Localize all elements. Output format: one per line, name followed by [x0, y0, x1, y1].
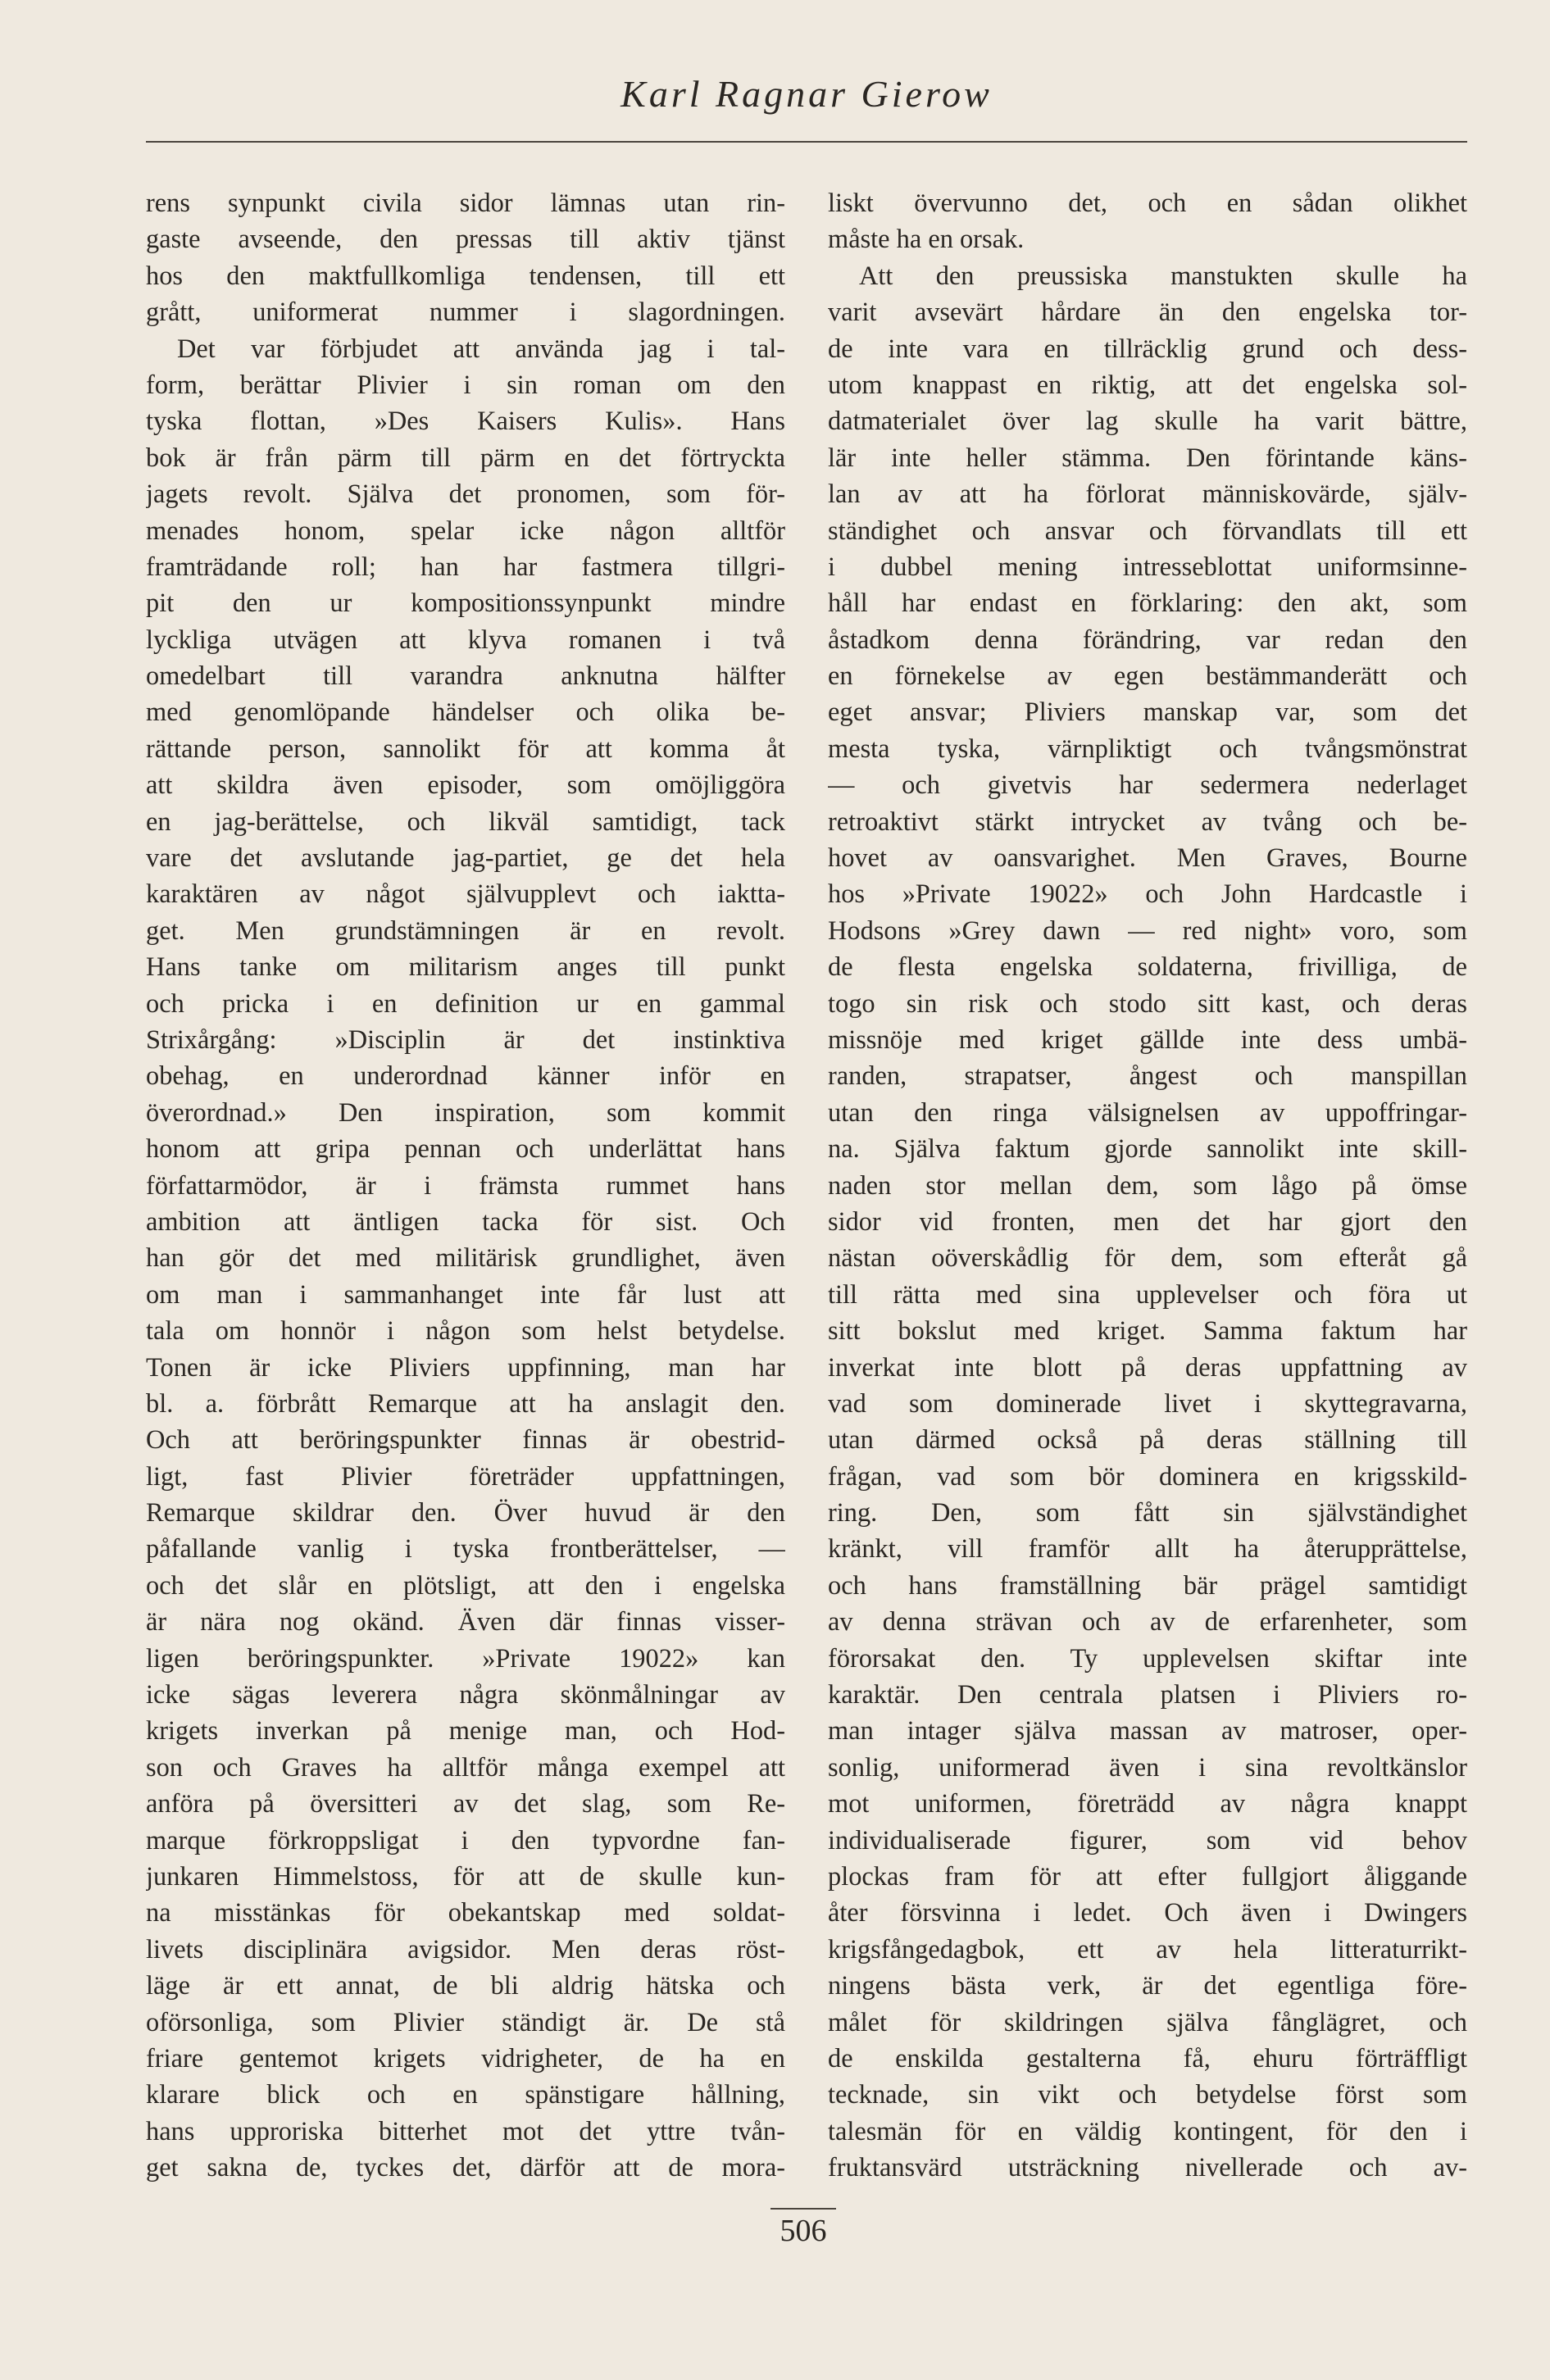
right-column [828, 185, 1467, 2186]
text-line: — och givetvis har sedermera nederlaget [828, 770, 1467, 801]
text-line: tala om honnör i någon som helst betydelse. [146, 1316, 785, 1347]
text-line: retroaktivt stärkt intrycket av tvång och be- [828, 806, 1467, 837]
text-line: framträdande roll; han har fastmera tillgri- [146, 552, 785, 582]
text-line: med genomlöpande händelser och olika be- [146, 697, 785, 728]
text-line: han gör det med militärisk grundlighet, även [146, 1243, 785, 1274]
text-line: Remarque skildrar den. Över huvud är den [146, 1498, 785, 1528]
text-line: Och att beröringspunkter finnas är obestrid- [146, 1425, 785, 1456]
text-line: plockas fram för att efter fullgjort åliggande [828, 1861, 1467, 1892]
text-line: omedelbart till varandra anknutna hälfter [146, 661, 785, 692]
text-line: de inte vara en tillräcklig grund och dess- [828, 334, 1467, 364]
text-line: na. Själva faktum gjorde sannolikt inte skill- [828, 1134, 1467, 1165]
text-line: son och Graves ha alltför många exempel att [146, 1752, 785, 1783]
text-line: hovet av oansvarighet. Men Graves, Bourne [828, 843, 1467, 874]
text-line: Hodsons »Grey dawn — red night» voro, som [828, 915, 1467, 946]
text-line: icke sägas leverera några skönmålningar av [146, 1680, 785, 1710]
text-line: är nära nog okänd. Även där finnas visser- [146, 1607, 785, 1637]
text-line: åter försvinna i ledet. Och även i Dwingers [828, 1898, 1467, 1928]
text-line: de enskilda gestalterna få, ehuru förträffligt [828, 2043, 1467, 2073]
text-line: ligt, fast Plivier företräder uppfattningen, [146, 1461, 785, 1492]
text-line: jagets revolt. Själva det pronomen, som för- [146, 479, 785, 510]
text-line: ständighet och ansvar och förvandlats till ett [828, 516, 1467, 546]
text-line: pit den ur kompositionssynpunkt mindre [146, 588, 785, 619]
running-header: Karl Ragnar Gierow [620, 73, 993, 115]
text-line: varit avsevärt hårdare än den engelska tor- [828, 298, 1467, 328]
text-line: na misstänkas för obekantskap med soldat- [146, 1898, 785, 1928]
text-line: tecknade, sin vikt och betydelse först som [828, 2080, 1467, 2110]
text-line: tyska flottan, »Des Kaisers Kulis». Hans [146, 407, 785, 437]
text-line: togo sin risk och stodo sitt kast, och deras [828, 988, 1467, 1019]
text-line: naden stor mellan dem, som lågo på ömse [828, 1170, 1467, 1201]
text-line: anföra på översitteri av det slag, som Re- [146, 1789, 785, 1819]
text-line: en förnekelse av egen bestämmanderätt och [828, 661, 1467, 692]
text-line: randen, strapatser, ångest och manspillan [828, 1061, 1467, 1092]
text-line: överordnad.» Den inspiration, som kommit [146, 1097, 785, 1128]
text-line: friare gentemot krigets vidrigheter, de ha en [146, 2043, 785, 2073]
text-line: ningens bästa verk, är det egentliga före- [828, 1971, 1467, 2001]
text-line: liskt övervunno det, och en sådan olikhet [828, 188, 1467, 218]
text-line: lan av att ha förlorat människovärde, själv- [828, 479, 1467, 510]
text-line: att skildra även episoder, som omöjliggöra [146, 770, 785, 801]
text-line: bok är från pärm till pärm en det förtryckta [146, 443, 785, 473]
text-line: livets disciplinära avigsidor. Men deras röst- [146, 1934, 785, 1964]
text-line: håll har endast en förklaring: den akt, som [828, 588, 1467, 619]
text-line: menades honom, spelar icke någon alltför [146, 516, 785, 546]
text-line: honom att gripa pennan och underlättat hans [146, 1134, 785, 1165]
text-line: klarare blick och en spänstigare hållning, [146, 2080, 785, 2110]
text-line: författarmödor, är i främsta rummet hans [146, 1170, 785, 1201]
text-line: karaktär. Den centrala platsen i Pliviers ro- [828, 1680, 1467, 1710]
text-line: åstadkom denna förändring, var redan den [828, 625, 1467, 655]
text-line: sidor vid fronten, men det har gjort den [828, 1206, 1467, 1237]
text-line: sonlig, uniformerad även i sina revoltkänslor [828, 1752, 1467, 1783]
text-line: påfallande vanlig i tyska frontberättelser, — [146, 1534, 785, 1565]
text-line: man intager själva massan av matroser, oper- [828, 1716, 1467, 1746]
text-line: måste ha en orsak. [828, 225, 1025, 255]
text-line: frågan, vad som bör dominera en krigsskild- [828, 1461, 1467, 1492]
text-line: och pricka i en definition ur en gammal [146, 988, 785, 1019]
text-line: individualiserade figurer, som vid behov [828, 1825, 1467, 1855]
text-line: junkaren Himmelstoss, för att de skulle kun- [146, 1861, 785, 1892]
text-line: rens synpunkt civila sidor lämnas utan rin- [146, 188, 785, 218]
text-line: grått, uniformerat nummer i slagordningen. [146, 298, 785, 328]
text-line: krigets inverkan på menige man, och Hod- [146, 1716, 785, 1746]
header-rule [146, 141, 1467, 143]
text-line: Det var förbjudet att använda jag i tal- [177, 334, 785, 364]
text-line: bl. a. förbrått Remarque att ha anslagit den. [146, 1388, 785, 1419]
text-line: eget ansvar; Pliviers manskap var, som det [828, 697, 1467, 728]
text-line: och det slår en plötsligt, att den i engelska [146, 1570, 785, 1601]
text-line: oförsonliga, som Plivier ständigt är. De stå [146, 2007, 785, 2037]
text-line: de flesta engelska soldaterna, frivilliga, de [828, 952, 1467, 983]
text-line: ring. Den, som fått sin självständighet [828, 1498, 1467, 1528]
text-line: sitt bokslut med kriget. Samma faktum har [828, 1316, 1467, 1347]
text-line: krigsfångedagbok, ett av hela litteraturrikt- [828, 1934, 1467, 1964]
text-line: av denna strävan och av de erfarenheter, som [828, 1607, 1467, 1637]
text-line: läge är ett annat, de bli aldrig hätska och [146, 1971, 785, 2001]
text-line: lyckliga utvägen att klyva romanen i två [146, 625, 785, 655]
text-line: ligen beröringspunkter. »Private 19022» kan [146, 1643, 785, 1674]
text-line: nästan oöverskådlig för dem, som efteråt gå [828, 1243, 1467, 1274]
text-line: i dubbel mening intresseblottat uniformsinne- [828, 552, 1467, 582]
text-line: form, berättar Plivier i sin roman om den [146, 370, 785, 400]
text-line: utan därmed också på deras ställning till [828, 1425, 1467, 1456]
text-line: rättande person, sannolikt för att komma åt [146, 734, 785, 764]
text-line: missnöje med kriget gällde inte dess umbä- [828, 1024, 1467, 1055]
text-line: förorsakat den. Ty upplevelsen skiftar inte [828, 1643, 1467, 1674]
text-line: Att den preussiska manstukten skulle ha [859, 261, 1467, 291]
text-line: om man i sammanhanget inte får lust att [146, 1279, 785, 1310]
text-line: get. Men grundstämningen är en revolt. [146, 915, 785, 946]
page-number: 506 [780, 2214, 827, 2248]
text-line: Strixårgång: »Disciplin är det instinktiva [146, 1024, 785, 1055]
text-line: datmaterialet över lag skulle ha varit bättre, [828, 407, 1467, 437]
text-line: gaste avseende, den pressas till aktiv tjänst [146, 225, 785, 255]
text-line: hos »Private 19022» och John Hardcastle i [828, 879, 1467, 910]
text-line: en jag-berättelse, och likväl samtidigt, tack [146, 806, 785, 837]
text-line: get sakna de, tyckes det, därför att de mora- [146, 2153, 785, 2183]
text-line: kränkt, vill framför allt ha återupprättelse, [828, 1534, 1467, 1565]
page-number-rule [770, 2208, 836, 2210]
text-line: lär inte heller stämma. Den förintande käns- [828, 443, 1467, 473]
text-line: och hans framställning bär prägel samtidigt [828, 1570, 1467, 1601]
text-line: hos den maktfullkomliga tendensen, till ett [146, 261, 785, 291]
text-line: vare det avslutande jag-partiet, ge det hela [146, 843, 785, 874]
text-line: målet för skildringen själva fånglägret, och [828, 2007, 1467, 2037]
text-line: karaktären av något självupplevt och iaktta- [146, 879, 785, 910]
text-line: Tonen är icke Pliviers uppfinning, man har [146, 1352, 785, 1383]
text-line: utan den ringa välsignelsen av uppoffringar- [828, 1097, 1467, 1128]
text-line: utom knappast en riktig, att det engelska sol- [828, 370, 1467, 400]
text-line: vad som dominerade livet i skyttegravarna, [828, 1388, 1467, 1419]
text-line: Hans tanke om militarism anges till punkt [146, 952, 785, 983]
text-line: mesta tyska, värnpliktigt och tvångsmönstrat [828, 734, 1467, 764]
text-line: fruktansvärd utsträckning nivellerade och av- [828, 2153, 1467, 2183]
text-line: till rätta med sina upplevelser och föra ut [828, 1279, 1467, 1310]
text-line: marque förkroppsligat i den typvordne fan- [146, 1825, 785, 1855]
text-line: hans upproriska bitterhet mot det yttre tvån- [146, 2116, 785, 2146]
text-line: obehag, en underordnad känner inför en [146, 1061, 785, 1092]
text-line: mot uniformen, företrädd av några knappt [828, 1789, 1467, 1819]
text-line: talesmän för en väldig kontingent, för den i [828, 2116, 1467, 2146]
text-line: inverkat inte blott på deras uppfattning av [828, 1352, 1467, 1383]
left-column [146, 185, 785, 2186]
text-line: ambition att äntligen tacka för sist. Och [146, 1206, 785, 1237]
